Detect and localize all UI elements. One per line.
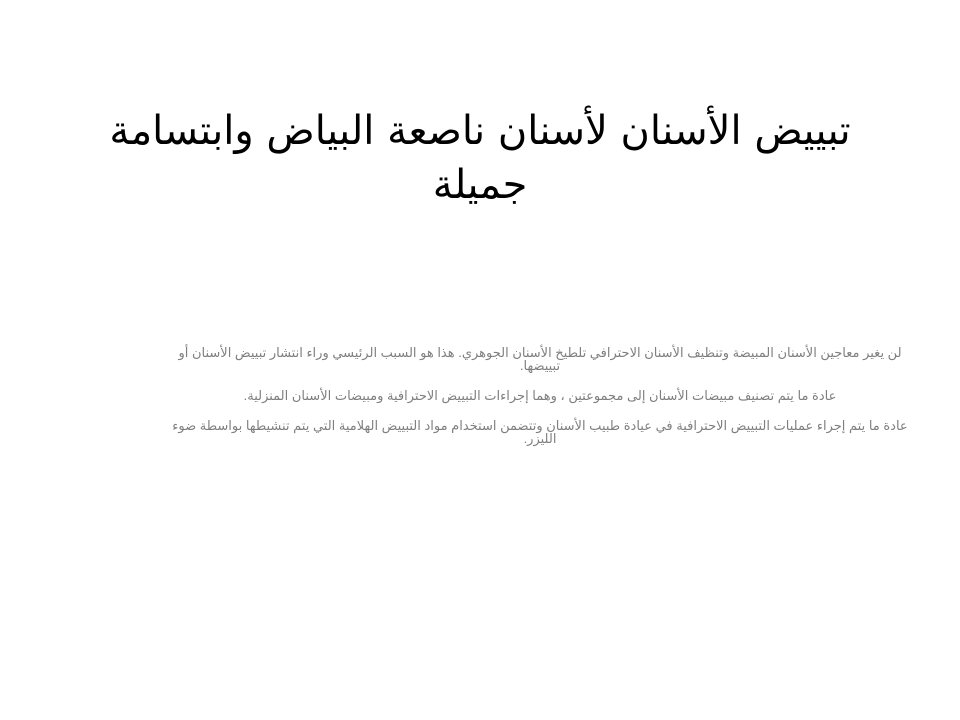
body-paragraph-3: عادة ما يتم إجراء عمليات التبييض الاحترافية في عيادة طبيب الأسنان وتتضمن استخدام مواد التبييض الهلامية التي يتم تنشيطها بواسطة ضوء الليزر. xyxy=(172,418,908,446)
body-paragraph-1: لن يغير معاجين الأسنان المبيضة وتنظيف الأسنان الاحترافي تلطيخ الأسنان الجوهري. هذا هو السبب الرئيسي وراء انتشار تبييض الأسنان أو تبييضها. xyxy=(178,345,902,373)
slide-body xyxy=(160,346,920,462)
body-paragraph-2: عادة ما يتم تصنيف مبيضات الأسنان إلى مجموعتين ، وهما إجراءات التبييض الاحترافية ومبيضات الأسنان المنزلية. xyxy=(243,388,837,403)
slide-title: تبييض الأسنان لأسنان ناصعة البياض وابتسامة جميلة xyxy=(109,108,851,208)
